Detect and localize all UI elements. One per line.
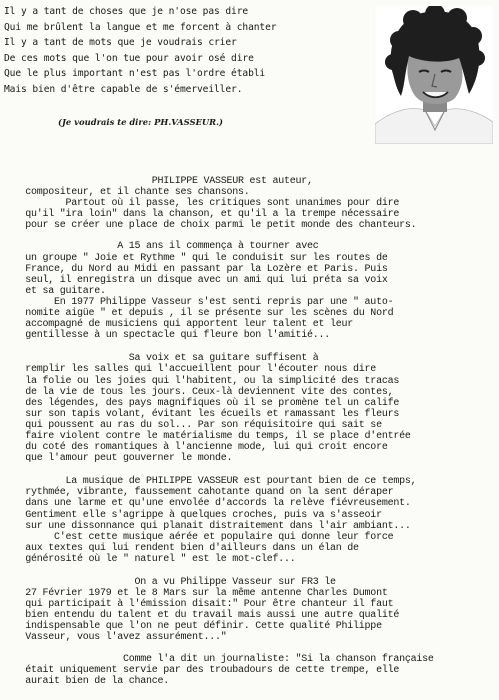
- artist-portrait-photo: [375, 6, 493, 144]
- article-paragraph: Comme l'a dit un journaliste: "Si la chanson française était uniquement servie par des troubadours de cette trempe, elle aurait bien de la chance.: [25, 653, 434, 687]
- poem-line: Il y a tant de choses que je n'ose pas dire: [4, 6, 249, 17]
- article-body: [8, 176, 492, 687]
- article-paragraph: PHILIPPE VASSEUR est auteur, compositeur, et il chante ses chansons. Partout où il passe, les critiques sont unanimes pour dire qu'il "ira loin" dans la chanson, et qu'il a la trempe nécessaire pour se créer une place de choix parmi le petit monde des chanteurs.: [25, 176, 417, 232]
- article-paragraph: La musique de PHILIPPE VASSEUR est pourtant bien de ce temps, rythmée, vibrante, faussement cahotante quand on la sent déraper dans une larme et qu'une envolée d'accords la relève fiévreusement. Gentiment elle s'agrippe à quelques croches, puis va s'asseoir sur une dissonnance qui planait distraitement dans l'air ambiant... C'est cette musique aérée et populaire qui donne leur force aux textes qui lui rendent bien d'ailleurs dans un élan de générosité où le " naturel " est le mot-clef...: [25, 476, 417, 565]
- poem-line: Il y a tant de mots que je voudrais crier: [4, 37, 237, 49]
- article-paragraph: Sa voix et sa guitare suffisent à remplir les salles qui l'accueillent pour l'écouter nous dire la folie ou les joies qui l'habitent, ou la simplicité des tracas de la vie de tous les jours. Ceux-là deviennent vite des contes, des légendes, des pays magnifiques où il se promène tel un calife sur son tapis volant, évitant les écueils et ramassant les fleurs qui poussent au ras du sol... Par son réquisitoire qui sait se faire violent contre le matérialisme du temps, il se place d'entrée du coté des romantiques à l'ancienne mode, lui qui croit encore que l'amour peut gouverner le monde.: [25, 353, 411, 465]
- poem-line: De ces mots que l'on tue pour avoir osé dire: [4, 52, 254, 64]
- poem-line: Mais bien d'être capable de s'émerveiller.: [4, 83, 243, 95]
- article-paragraph: A 15 ans il commença à tourner avec un groupe " Joie et Rythme " qui le conduisit sur les routes de France, du Nord au Midi en passant par la Lozère et Paris. Puis seul, il enregistra un disque avec un ami qui lui préta sa voix et sa guitare. En 1977 Philippe Vasseur s'est senti repris par une " auto- nomite aigüe " et depuis , il se présente sur les scènes du Nord accompagné de musiciens qui apportent leur talent et leur gentillesse à un spectacle qui fleure bon l'amitié...: [25, 241, 394, 342]
- poem: [4, 4, 374, 98]
- article-paragraph: On a vu Philippe Vasseur sur FR3 le 27 Février 1979 et le 8 Mars sur la même antenne Charles Dumont qui participait à l'émission disait:" Pour être chanteur il faut bien entendu du talent et du travail mais aussi une autre qualité indispensable que l'on ne peut définir. Cette qualité Philippe Vasseur, vous l'avez assurément...": [25, 577, 400, 644]
- poem-line: Qui me brûlent la langue et me forcent à chanter: [4, 21, 277, 33]
- poem-caption: (Je voudrais te dire: PH.VASSEUR.): [58, 117, 224, 127]
- poem-line: Que le plus important n'est pas l'ordre établi: [4, 68, 266, 80]
